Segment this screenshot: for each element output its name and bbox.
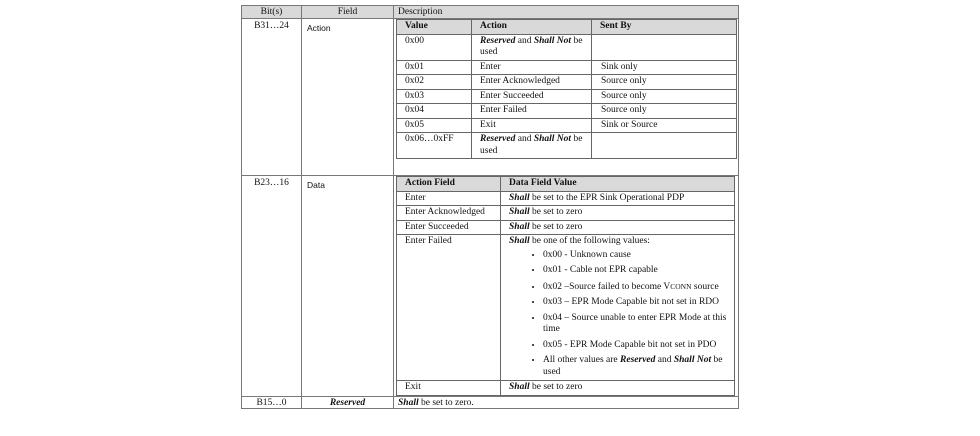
text-fragment: CONN (670, 281, 692, 291)
shall-not-term: Shall Not (533, 35, 572, 46)
data-action-field: Enter Succeeded (397, 220, 501, 235)
reserved-field: Reserved (302, 396, 394, 408)
shall-term: Shall (509, 221, 530, 232)
text-fragment: be set to zero (529, 382, 583, 392)
table-row (397, 60, 737, 75)
data-field: Data (302, 176, 394, 397)
action-sent-by: Source only (592, 75, 737, 90)
text-fragment: All other values are (543, 355, 621, 365)
action-value: 0x03 (397, 89, 472, 104)
text-fragment: be set to zero (529, 207, 583, 217)
shall-not-term: Shall Not (673, 355, 712, 365)
action-value: 0x06…0xFF (397, 133, 472, 159)
th-data-field-value: Data Field Value (501, 177, 735, 192)
action-name: Enter (472, 60, 592, 75)
data-bits: B23…16 (242, 176, 302, 397)
action-field: Action (302, 19, 394, 176)
data-field-value (501, 191, 735, 206)
table-row (397, 89, 737, 104)
list-item: • 0x04 – Source unable to enter EPR Mode at this time (543, 313, 730, 336)
reserved-description (394, 396, 739, 408)
reserved-term: Reserved (480, 35, 516, 46)
data-action-field: Exit (397, 381, 501, 396)
action-value: 0x02 (397, 75, 472, 90)
shall-term: Shall (509, 207, 530, 217)
action-value: 0x01 (397, 60, 472, 75)
text-fragment: be set to the EPR Sink Operational PDP (529, 192, 685, 203)
data-field-value (501, 381, 735, 396)
text-fragment: be used (543, 355, 723, 377)
data-action-field: Enter (397, 191, 501, 206)
reserved-term: Reserved (480, 134, 516, 144)
list-item: • 0x00 - Unknown cause (543, 250, 730, 262)
action-name: Enter Acknowledged (472, 75, 592, 90)
header-bits: Bit(s) (242, 6, 302, 19)
action-sent-by (592, 34, 737, 60)
data-description (394, 176, 739, 397)
th-value: Value (397, 20, 472, 35)
table-row (397, 381, 735, 396)
data-action-field: Enter Failed (397, 235, 501, 381)
list-item (543, 281, 730, 294)
action-value: 0x05 (397, 118, 472, 133)
th-action-field: Action Field (397, 177, 501, 192)
reserved-row (242, 396, 739, 408)
action-values-table (396, 19, 737, 159)
data-field-value (501, 220, 735, 235)
table-row (397, 220, 735, 235)
shall-term: Shall (398, 397, 419, 408)
reserved-bits: B15…0 (242, 396, 302, 408)
header-row (242, 6, 739, 19)
data-field-value (501, 206, 735, 221)
table-row (397, 75, 737, 90)
action-name: Exit (472, 118, 592, 133)
text-fragment: be used (480, 35, 583, 57)
data-table-header (397, 177, 735, 192)
list-item (543, 355, 730, 378)
table-row (397, 206, 735, 221)
text-fragment: and (515, 35, 534, 46)
action-name: Enter Succeeded (472, 89, 592, 104)
action-name (472, 133, 592, 159)
shall-term: Shall (509, 192, 530, 203)
action-sent-by: Source only (592, 104, 737, 119)
table-row (397, 118, 737, 133)
th-sent-by: Sent By (592, 20, 737, 35)
action-sent-by (592, 133, 737, 159)
action-sent-by: Sink only (592, 60, 737, 75)
data-action-field: Enter Acknowledged (397, 206, 501, 221)
action-name: Enter Failed (472, 104, 592, 119)
text-fragment: be set to zero (529, 221, 583, 232)
header-field: Field (302, 6, 394, 19)
action-description (394, 19, 739, 176)
shall-not-term: Shall Not (533, 134, 572, 144)
action-sent-by: Sink or Source (592, 118, 737, 133)
text-fragment: be used (480, 134, 583, 156)
list-item: • 0x03 – EPR Mode Capable bit not set in RDO (543, 297, 730, 309)
shall-term: Shall (509, 236, 530, 246)
data-row (242, 176, 739, 397)
action-sent-by: Source only (592, 89, 737, 104)
action-name (472, 34, 592, 60)
table-row (397, 133, 737, 159)
list-item: • 0x05 - EPR Mode Capable bit not set in PDO (543, 340, 730, 352)
th-action: Action (472, 20, 592, 35)
action-bits: B31…24 (242, 19, 302, 176)
data-values-table (396, 176, 735, 396)
action-row (242, 19, 739, 176)
table-row (397, 191, 735, 206)
action-table-header (397, 20, 737, 35)
text-fragment: source (691, 281, 719, 292)
list-item: • 0x01 - Cable not EPR capable (543, 265, 730, 277)
action-value: 0x04 (397, 104, 472, 119)
text-fragment: be one of the following values: (529, 236, 650, 246)
text-fragment: and (515, 134, 534, 144)
reserved-term: Reserved (620, 355, 656, 365)
text-fragment: and (655, 355, 674, 365)
table-row (397, 235, 735, 381)
table-row (397, 34, 737, 60)
action-value: 0x00 (397, 34, 472, 60)
header-description: Description (394, 6, 739, 19)
data-field-value (501, 235, 735, 381)
text-fragment: be set to zero. (418, 397, 474, 408)
failure-codes-list (509, 250, 730, 379)
field-table (241, 5, 739, 409)
text-fragment: 0x02 –Source failed to become V (543, 281, 671, 292)
shall-term: Shall (509, 382, 530, 392)
table-row (397, 104, 737, 119)
